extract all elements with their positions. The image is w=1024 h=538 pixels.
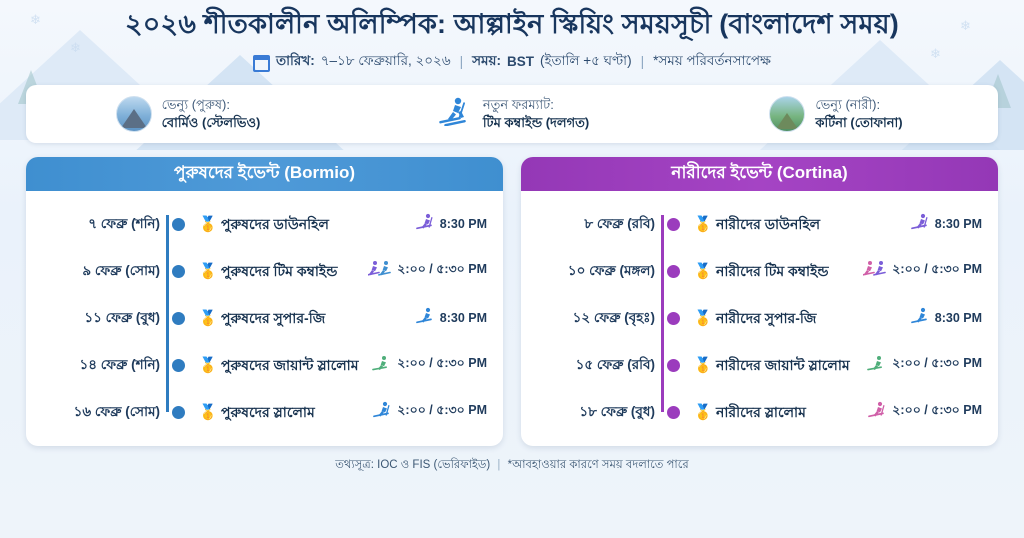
medal-icon: 🥇 — [693, 404, 713, 422]
footer-divider: | — [497, 458, 501, 471]
table-row[interactable] — [531, 342, 988, 389]
row-date: ১২ ফেব্রু (বৃহঃ) — [572, 309, 655, 325]
super-g-icon — [415, 307, 435, 330]
timeline-dot — [665, 310, 682, 327]
footer-note: *আবহাওয়ার কারণে সময় বদলাতে পারে — [507, 458, 689, 471]
row-event: পুরুষদের স্লালোম — [221, 403, 315, 420]
row-time: 8:30 PM — [439, 311, 487, 326]
timeline-dot — [665, 404, 682, 421]
row-date: ৯ ফেব্রু (সোম) — [82, 262, 160, 278]
header-disclaimer: *সময় পরিবর্তনসাপেক্ষ — [653, 52, 771, 68]
column-men-title: পুরুষদের ইভেন্ট (Bormio) — [26, 157, 503, 191]
row-time: ২:০০ / ৫:৩০ PM — [397, 356, 487, 371]
timeline-dot — [170, 310, 187, 327]
row-time: ২:০০ / ৫:৩০ PM — [892, 262, 982, 277]
footer-source: তথ্যসূত্র: IOC ও FIS (ভেরিফাইড) — [335, 458, 491, 471]
table-row[interactable] — [531, 201, 988, 248]
downhill-ski-icon — [415, 213, 435, 236]
row-event: পুরুষদের ডাউনহিল — [221, 215, 329, 232]
footer — [0, 456, 1024, 475]
downhill-ski-icon — [910, 213, 930, 236]
row-date: ১১ ফেব্রু (বুধ) — [84, 309, 160, 325]
row-date: ১৬ ফেব্রু (সোম) — [73, 403, 160, 419]
info-cell-men-venue — [26, 96, 350, 132]
column-women-title: নারীদের ইভেন্ট (Cortina) — [521, 157, 998, 191]
row-time: ২:০০ / ৫:৩০ PM — [892, 356, 982, 371]
info-text-format — [483, 96, 589, 131]
info-label: ভেন্যু (নারী): — [815, 97, 881, 113]
row-time-wrap — [910, 307, 988, 330]
timeline-women — [521, 191, 998, 436]
timeline-dot — [665, 357, 682, 374]
info-value: বোর্মিও (স্টেলভিও) — [161, 114, 261, 130]
row-time-wrap — [863, 260, 988, 283]
table-row[interactable] — [36, 342, 493, 389]
time-note: (ইতালি +৫ ঘণ্টা) — [540, 52, 632, 68]
timeline-men — [26, 191, 503, 436]
columns — [26, 157, 998, 446]
row-event: নারীদের জায়ান্ট স্লালোম — [716, 356, 850, 373]
row-time: 8:30 PM — [439, 217, 487, 232]
info-cell-format — [350, 96, 674, 131]
medal-icon: 🥇 — [198, 357, 218, 375]
date-value: ৭–১৮ ফেব্রুয়ারি, ২০২৬ — [320, 52, 451, 68]
row-time-wrap — [415, 213, 493, 236]
row-time: 8:30 PM — [934, 217, 982, 232]
row-event: পুরুষদের টিম কম্বাইন্ড — [221, 262, 338, 279]
giant-slalom-icon — [372, 354, 392, 377]
column-men — [26, 157, 503, 446]
medal-icon: 🥇 — [693, 216, 713, 234]
table-row[interactable] — [36, 295, 493, 342]
info-text-women-venue — [815, 96, 902, 131]
time-value: BST — [507, 53, 534, 69]
team-combined-icon — [368, 260, 392, 283]
info-value: টিম কম্বাইন্ড (দলগত) — [482, 114, 590, 130]
row-date: ৮ ফেব্রু (রবি) — [584, 215, 655, 231]
medal-icon: 🥇 — [693, 263, 713, 281]
info-cell-women-venue — [674, 96, 998, 132]
row-event: নারীদের স্লালোম — [716, 403, 806, 420]
table-row[interactable] — [36, 248, 493, 295]
info-value: কর্টিনা (তোফানা) — [815, 114, 903, 130]
table-row[interactable] — [36, 201, 493, 248]
row-time-wrap — [368, 260, 493, 283]
row-event: নারীদের সুপার-জি — [716, 309, 817, 326]
row-time: ২:০০ / ৫:৩০ PM — [892, 403, 982, 418]
giant-slalom-icon — [867, 354, 887, 377]
page-title: ২০২৬ শীতকালীন অলিম্পিক: আল্পাইন স্কিয়িং সময়সূচী (বাংলাদেশ সময়) — [125, 9, 899, 39]
info-label: নতুন ফরম্যাট: — [482, 97, 554, 113]
row-time: ২:০০ / ৫:৩০ PM — [397, 262, 487, 277]
info-strip — [26, 85, 998, 143]
calendar-icon — [253, 55, 270, 72]
timeline-dot — [170, 404, 187, 421]
skier-icon — [435, 96, 473, 131]
row-event: নারীদের ডাউনহিল — [716, 215, 821, 232]
table-row[interactable] — [531, 248, 988, 295]
row-date: ১৪ ফেব্রু (শনি) — [79, 356, 160, 372]
row-event: পুরুষদের সুপার-জি — [221, 309, 326, 326]
timeline-dot — [665, 216, 682, 233]
table-row[interactable] — [531, 389, 988, 436]
row-date: ৭ ফেব্রু (শনি) — [88, 215, 160, 231]
divider-2: | — [640, 53, 645, 69]
slalom-icon — [372, 401, 392, 424]
decorative-mountains: ❄ ❄ ❄ ❄ — [0, 0, 1024, 150]
row-time-wrap — [415, 307, 493, 330]
row-event: নারীদের টিম কম্বাইন্ড — [716, 262, 829, 279]
row-time-wrap — [867, 401, 988, 424]
info-label: ভেন্যু (পুরুষ): — [161, 97, 230, 113]
table-row[interactable] — [531, 295, 988, 342]
row-time: ২:০০ / ৫:৩০ PM — [397, 403, 487, 418]
landscape-venue-icon — [769, 96, 805, 132]
row-time: 8:30 PM — [934, 311, 982, 326]
timeline-dot — [170, 357, 187, 374]
row-time-wrap — [372, 354, 493, 377]
row-time-wrap — [910, 213, 988, 236]
row-date: ১৮ ফেব্রু (বুধ) — [579, 403, 655, 419]
medal-icon: 🥇 — [198, 404, 218, 422]
time-label: সময়: — [472, 52, 501, 68]
row-time-wrap — [867, 354, 988, 377]
divider: | — [459, 53, 464, 69]
mountain-venue-icon — [116, 96, 152, 132]
team-combined-icon — [863, 260, 887, 283]
super-g-icon — [910, 307, 930, 330]
column-women — [521, 157, 998, 446]
medal-icon: 🥇 — [693, 310, 713, 328]
medal-icon: 🥇 — [198, 310, 218, 328]
timeline-dot — [170, 263, 187, 280]
row-date: ১৫ ফেব্রু (রবি) — [575, 356, 655, 372]
row-time-wrap — [372, 401, 493, 424]
row-date: ১০ ফেব্রু (মঙ্গল) — [567, 262, 655, 278]
medal-icon: 🥇 — [198, 263, 218, 281]
slalom-icon — [867, 401, 887, 424]
table-row[interactable] — [36, 389, 493, 436]
header-subline — [0, 50, 1024, 73]
info-text-men-venue — [162, 96, 261, 131]
medal-icon: 🥇 — [198, 216, 218, 234]
timeline-dot — [665, 263, 682, 280]
timeline-dot — [170, 216, 187, 233]
header — [0, 0, 1024, 73]
date-label: তারিখ: — [276, 52, 315, 68]
row-event: পুরুষদের জায়ান্ট স্লালোম — [221, 356, 359, 373]
medal-icon: 🥇 — [693, 357, 713, 375]
